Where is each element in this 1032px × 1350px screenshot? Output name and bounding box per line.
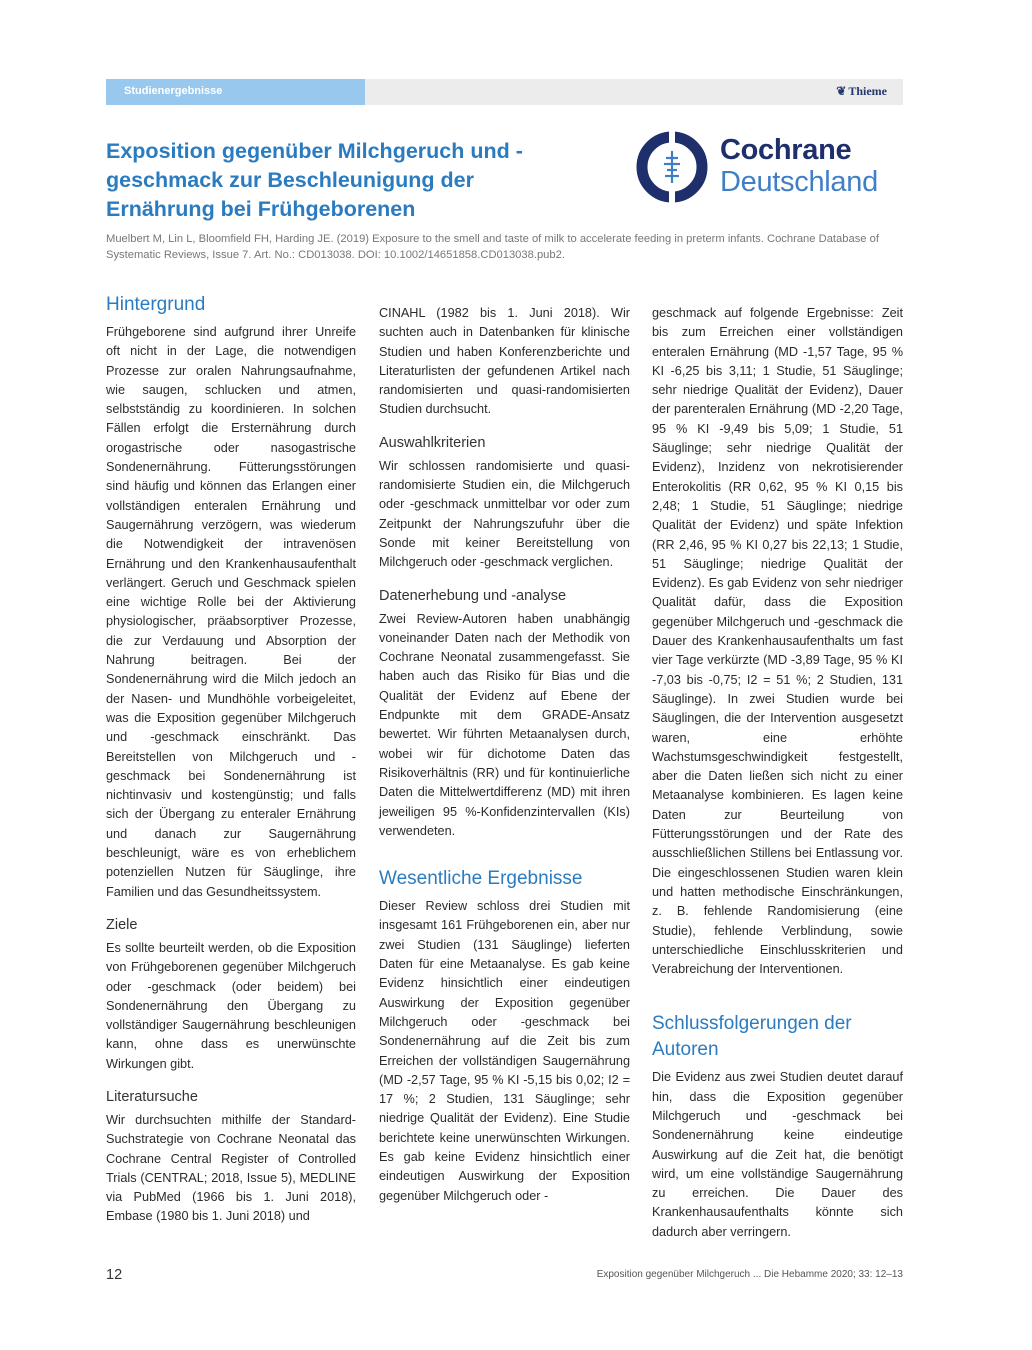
heading-hintergrund: Hintergrund: [106, 294, 206, 315]
column-3: [652, 304, 903, 1242]
literatursuche-text: Wir durchsuchten mithilfe der Standard-Suchstrategie von Cochrane Neonatal das Cochrane Central Register of Controlled Trials (CENTRAL; 2018, Issue 5), MEDLINE via PubMed (1966 bis 1. Juni 2018), Embase (1980 bis 1. Juni 2018) und: [106, 1112, 356, 1224]
logo-line-1: Cochrane: [720, 134, 852, 166]
section-tab: [106, 79, 365, 105]
heading-auswahlkriterien: Auswahlkriterien: [379, 434, 486, 451]
ergebnisse-text: Dieser Review schloss drei Studien mit insgesamt 161 Frühgeborenen ein, aber nur zwei Studien (131 Säuglinge) lieferten Daten für eine Metaanalyse. Es gab keine Evidenz hinsichtlich einer eindeutigen Auswirkung der Exposition gegenüber Milchgeruch oder -geschmack bei Sondenernährung auf die Zeit bis zum Erreichen der vollständigen Saugernährung (MD -2,57 Tage, 95 % KI -5,15 bis 0,02; I2 = 17 %; 2 Studien, 131 Säuglinge; sehr niedrige Qualität der Evidenz). Eine Studie berichtete keine unerwünschten Wirkungen. Es gab keine Evidenz hinsichtlich einer eindeutigen Auswirkung der Exposition gegenüber Milchgeruch oder -: [379, 899, 630, 1203]
heading-literatursuche: Literatursuche: [106, 1088, 198, 1105]
section-header-bar: [106, 79, 903, 105]
page-number: 12: [106, 1267, 123, 1283]
footer-reference: Exposition gegenüber Milchgeruch ... Die Hebamme 2020; 33: 12–13: [596, 1269, 903, 1280]
ziele-text: Es sollte beurteilt werden, ob die Exposition von Frühgeborenen gegenüber Milchgeruch oder -geschmack (oder beidem) bei Sondenernährung den Übergang zu vollständiger Saugernährung beschleunigen kann, ohne dass es unerwünschte Wirkungen gibt.: [106, 940, 356, 1071]
section-label: Studienergebnisse: [124, 85, 223, 97]
hintergrund-text: Frühgeborene sind aufgrund ihrer Unreife oft nicht in der Lage, die notwendigen Prozesse zur oralen Nahrungsaufnahme, wie saugen, schlucken und atmen, selbstständig zu koordinieren. In solchen Fällen erfolgt die Ersternährung durch orogastrische oder nasogastrische Sondenernährung. Fütterungsstörungen sind häufig und können das Erlangen einer vollständigen enteralen Ernährung und Saugernährung verzögern, was wiederum die Notwendigkeit der intravenösen Ernährung und den Krankenhausaufenthalt verlängert. Geruch und Geschmack spielen eine wichtige Rolle bei der Aktivierung physiologischer, präabsorptiver Prozesse, die zur Verdauung und Absorption der Nahrung beitragen. Bei der Sondenernährung wird die Milch jedoch an der Nasen- und Mundhöhle vorbeigeleitet, was die Exposition gegenüber Milchgeruch und -geschmack einschränkt. Das Bereitstellen von Milchgeruch und -geschmack bei Sondenernährung ist nichtinvasiv und kostengünstig; und falls sich der Übergang zu enteraler Ernährung und danach zur Saugernährung beschleunigt, wäre es von erheblichem potenziellen Nutzen für Säuglinge, ihre Familien und das Gesundheitssystem.: [106, 325, 356, 899]
ergebnisse-text-cont: geschmack auf folgende Ergebnisse: Zeit bis zum Erreichen einer vollständigen enteralen Ernährung (MD -1,57 Tage, 95 % KI -6,25 bis 3,11; 1 Studie, 51 Säuglinge; sehr niedrige Qualität der Evidenz), Dauer der parenteralen Ernährung (MD -2,20 Tage, 95 % KI -9,49 bis 5,09; 1 Studie, 51 Säuglinge; sehr niedrige Qualität der Evidenz), Inzidenz von nekrotisierender Enterokolitis (RR 0,62, 95 % KI 0,15 bis 2,48; 1 Studie, 51 Säuglinge; niedrige Qualität der Evidenz) und späte Infektion (RR 2,46, 95 % KI 0,27 bis 22,13; 1 Studie, 51 Säuglinge; niedrige Qualität der Evidenz). Es gab Evidenz von sehr niedriger Qualität dafür, dass die Exposition gegenüber Milchgeruch und -geschmack die Dauer des Krankenhausaufenthalts um fast vier Tage verkürzte (MD -3,89 Tage, 95 % KI -7,03 bis -0,75; I2 = 51 %; 2 Studien, 131 Säuglinge). In zwei Studien wurde bei Säuglingen, die der Intervention ausgesetzt waren, eine erhöhte Wachstumsgeschwindigkeit festgestellt, aber die Daten ließen sich nicht zu einer Metaanalyse kombinieren. Es lagen keine Daten zur Beurteilung von Fütterungsstörungen und der Rate des ausschließlichen Stillens bei Entlassung vor. Die eingeschlossenen Studien waren klein und hatten methodische Einschränkungen, z. B. fehlende Randomisierung (eine Studie), fehlende Verblindung, sowie unterschiedliche Einschlusskriterien und Verabreichung der Interventionen.: [652, 306, 903, 977]
column-2: [379, 304, 630, 1206]
heading-ziele: Ziele: [106, 916, 138, 933]
publisher-name: Thieme: [848, 84, 887, 98]
publisher-brand: [836, 84, 887, 99]
heading-schlussfolgerungen: Schlussfolgerungen der Autoren: [652, 1013, 852, 1061]
schlussfolgerungen-text: Die Evidenz aus zwei Studien deutet darauf hin, dass die Exposition gegenüber Milchgeruch und -geschmack bei Sondenernährung keine eindeutige Auswirkung auf die Zeit hat, die benötigt wird, um eine vollständige Saugernährung zu erreichen. Die Dauer des Krankenhausaufenthalts könnte sich dadurch aber verringern.: [652, 1070, 903, 1239]
auswahlkriterien-text: Wir schlossen randomisierte und quasi-randomisierte Studien ein, die Milchgeruch oder -geschmack unmittelbar vor oder zum Zeitpunkt der Nahrungszufuhr über die Sonde mit keiner Bereitstellung von Milchgeruch oder -geschmack verglichen.: [379, 458, 630, 570]
heading-ergebnisse: Wesentliche Ergebnisse: [379, 868, 583, 890]
cochrane-logo: [636, 131, 906, 205]
column-1: [106, 292, 356, 1227]
heading-datenerhebung: Datenerhebung und -analyse: [379, 587, 567, 604]
literatursuche-text-cont: CINAHL (1982 bis 1. Juni 2018). Wir suchten auch in Datenbanken für klinische Studien und haben Konferenzberichte und Literaturlisten der gefundenen Artikel nach randomisierten und quasi-randomisierten Studien durchsucht.: [379, 306, 630, 417]
logo-line-2: Deutschland: [720, 166, 878, 198]
datenerhebung-text: Zwei Review-Autoren haben unabhängig voneinander Daten nach der Methodik von Cochrane Neonatal zusammengefasst. Sie haben auch das Risiko für Bias und die Qualität der Evidenz auf Ebene der Endpunkte mit dem GRADE-Ansatz bewertet. Wir führten Metaanalysen durch, wobei wir für dichotome Daten das Risikoverhältnis (RR) und für kontinuierliche Daten die Mittelwertdifferenz (MD) mit ihren jeweiligen 95 %-Konfidenzintervallen (KIs) verwendeten.: [379, 611, 630, 838]
cochrane-logo-icon: [636, 131, 708, 203]
thieme-leaf-icon: ❦: [836, 84, 847, 98]
article-title: Exposition gegenüber Milchgeruch und -geschmack zur Beschleunigung der Ernährung bei Frühgeborenen: [106, 139, 523, 221]
citation: Muelbert M, Lin L, Bloomfield FH, Harding JE. (2019) Exposure to the smell and taste of milk to accelerate feeding in preterm infants. Cochrane Database of Systematic Reviews, Issue 7. Art. No.: CD013038. DOI: 10.1002/14651858.CD013038.pub2.: [106, 233, 879, 261]
